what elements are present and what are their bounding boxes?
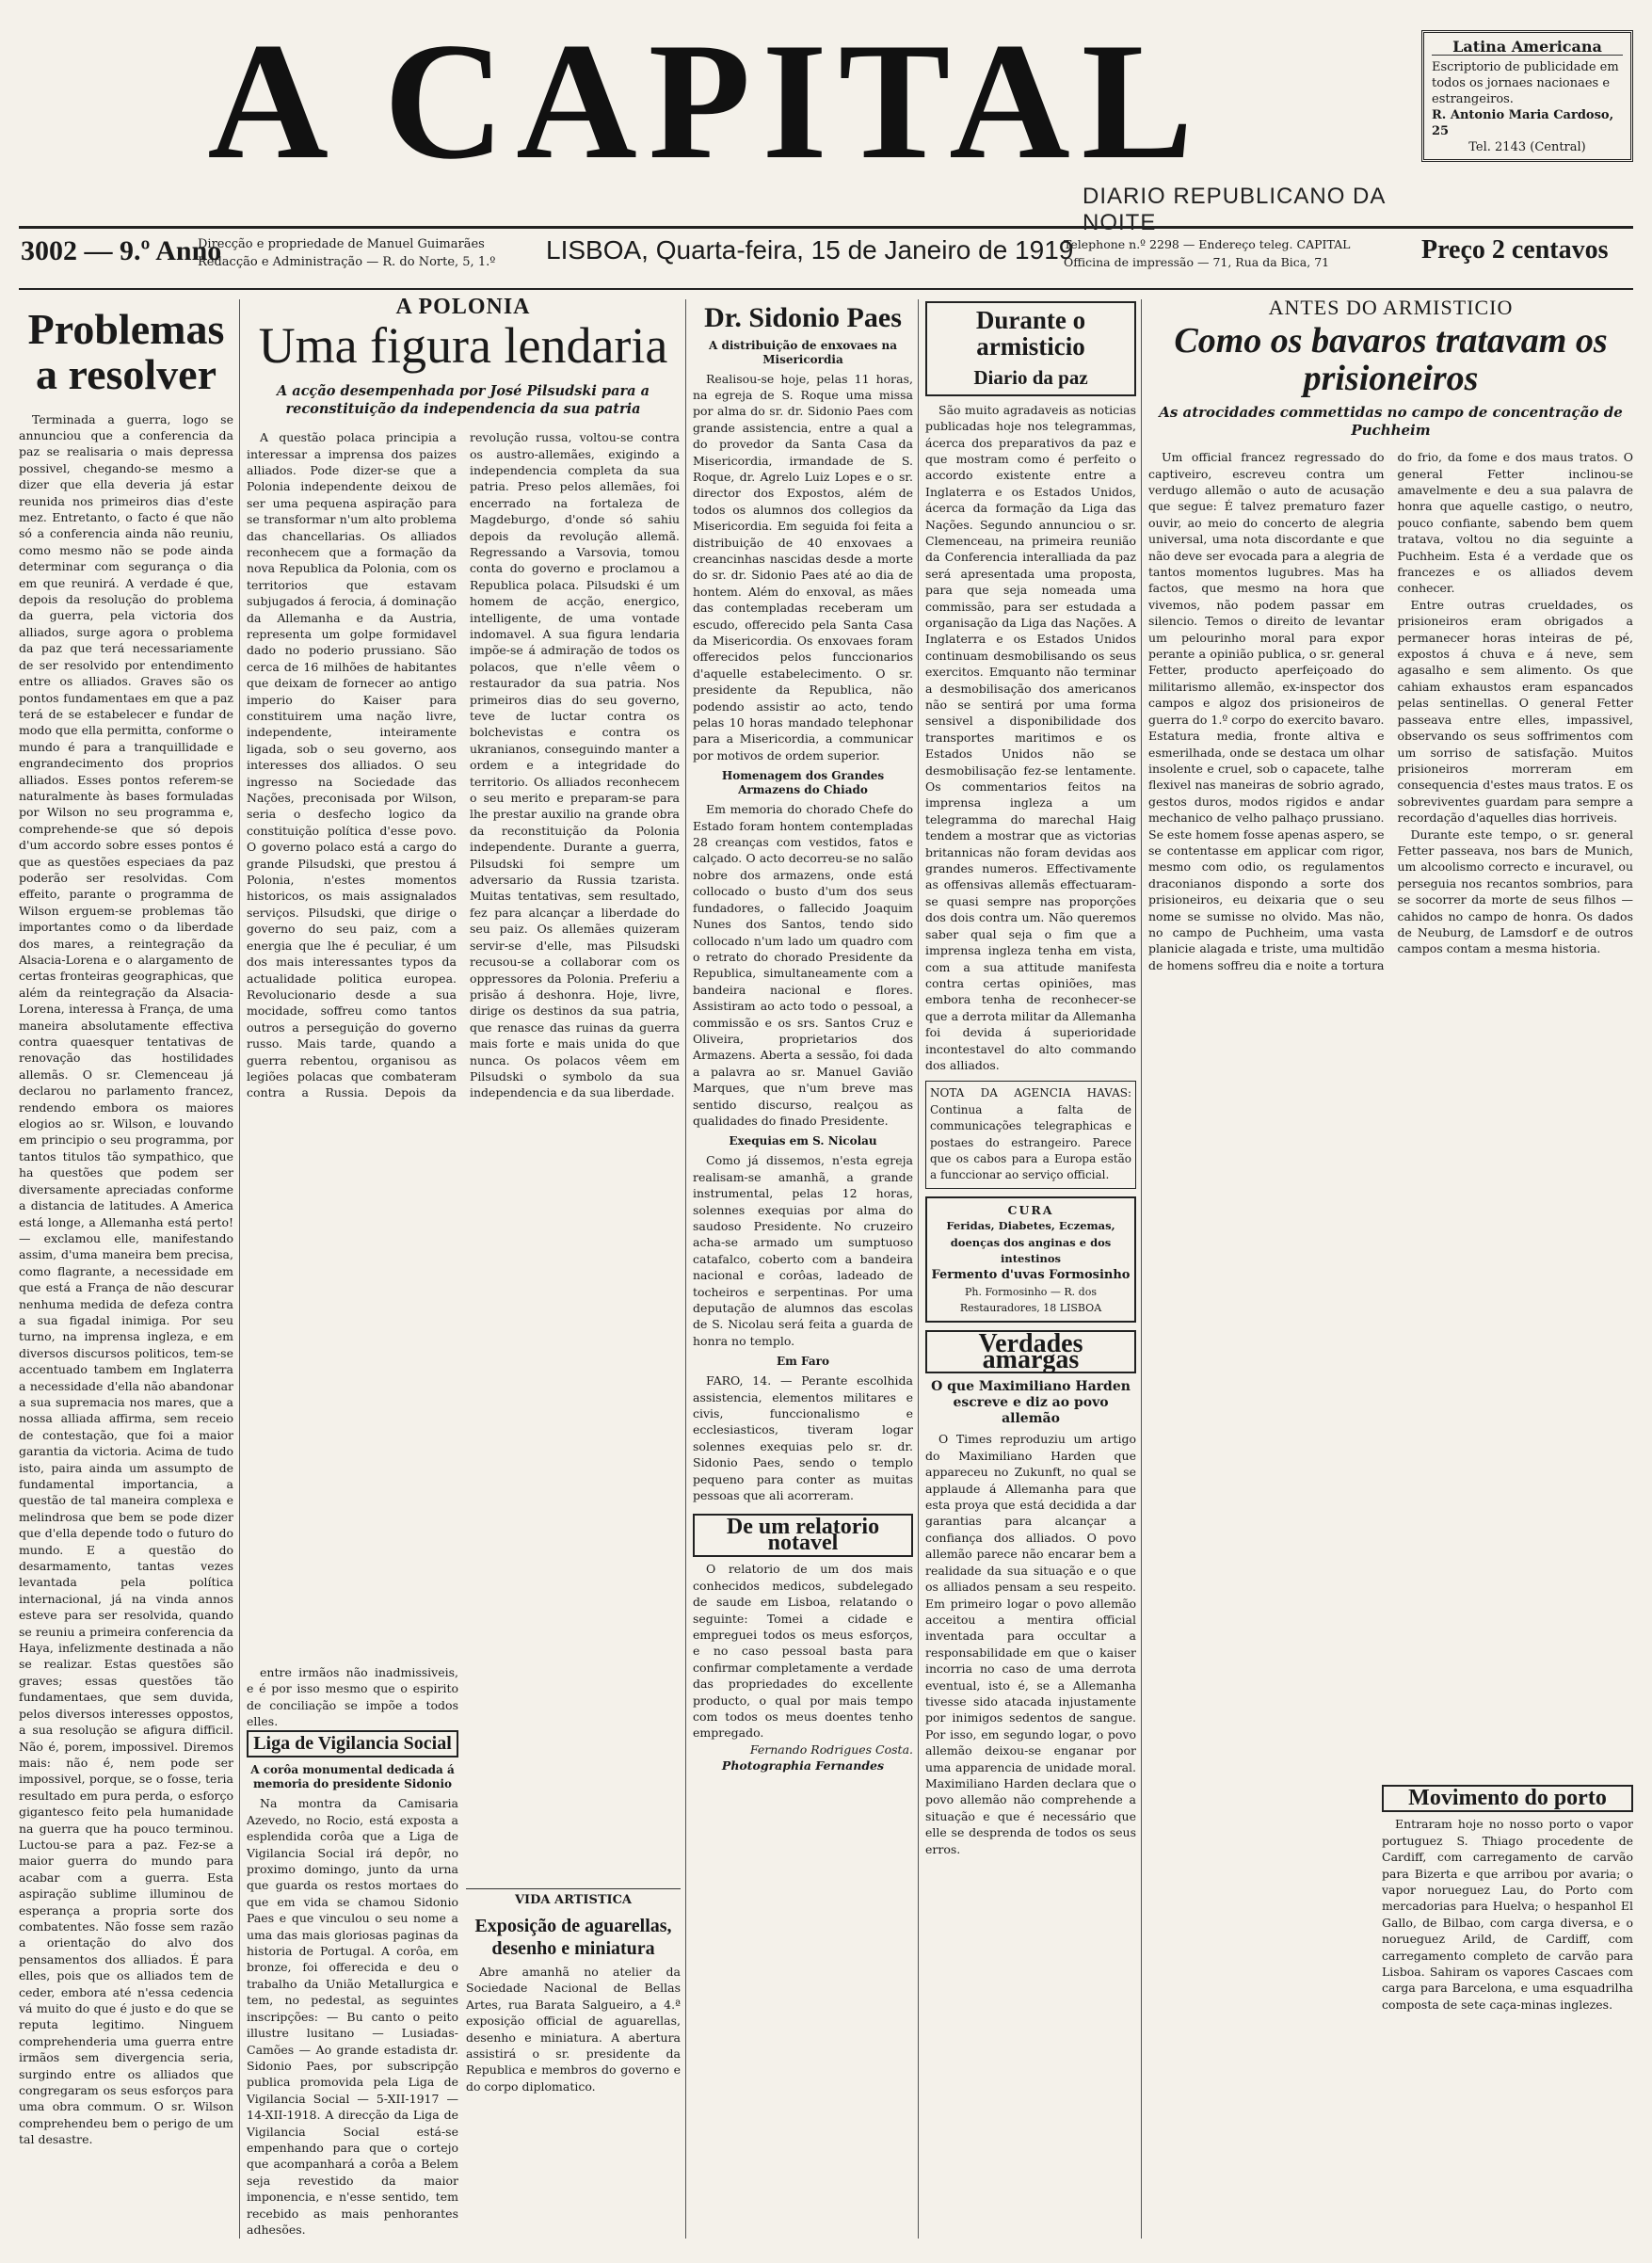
article-body: São muito agradaveis as noticias publicadas hoje nos telegrammas, ácerca dos preparativos da paz e que mostram como é perfeito o accordo existente entre a Inglaterra e os Estados Unidos, ácerca da formação da Liga das Nações. Segundo annunciou o sr. Clemenceau, na primeira reunião da Conferencia interalliada da paz será apresentada uma proposta, para que seja nomeada uma commissão, para ser estudada a organisação da Liga das Nações. A Inglaterra e os Estados Unidos continuam desmobilisando os seus exercitos. Emquanto não terminar a desmobilisação dos americanos não se sentirá por uma forma sensivel a disponibilidade dos transportes maritimos e os Estados Unidos não se desmobilisação fez-se lentamente. Os commentarios feitos na imprensa ingleza a um telegramma do marechal Haig tendem a mostrar que as victorias britannicas não foram devidas aos grandes numeros. Effectivamente as offensivas allemãs effectuaram-se quasi sempre nas proporções dos dois contra um. Não queremos saber qual seja o fim que a imprensa ingleza tenha em vista, com a sua attitude manifesta contra certas opiniões, mas embora tenha de reconhecer-se que a derrota militar da Allemanha foi devida á superioridade incontestavel do alto commando dos alliados. [925,402,1136,1072]
article-liga [247,1730,458,2239]
subhead-homenagem: Homenagem dos Grandes Armazens do Chiado [721,769,885,797]
article-movimento-porto [1382,1785,1633,2237]
printing-line: Officina de impressão — 71, Rua da Bica, 71 [1064,255,1330,269]
direction-line: Direcção e propriedade de Manuel Guimarães [198,237,485,251]
newspaper-subtitle: DIARIO REPUBLICANO DA NOITE [1083,184,1386,235]
masthead-rule-bottom [19,288,1633,290]
cura-address: Ph. Formosinho — R. dos Restauradores, 18 LISBOA [959,1285,1102,1315]
kicker-polonia: A POLONIA [395,295,531,319]
article-body: Terminada a guerra, logo se annunciou que a conferencia da paz se realisaria o mais depressa possivel, chegando-se mesmo a dizer que ella deveria já estar reunida nos primeiros dias d'este mez. Entretanto, o facto é que não só a conferencia ainda não reuniu, como mesmo não se pode ainda determinar com segurança o dia em que reunirá. A verdade é que, depois da resolução do problema da guerra, pela victoria dos alliados, surge agora o problema da paz que terá necessariamente de ser resolvido por entendimento entre os alliados. Graves são os pontos fundamentaes em que a paz terá de se estabelecer e fundar de modo que ella permitta, conforme o mundo é para a tranquillidade e engrandecimento dos proprios alliados. Esses pontos referem-se naturalmente às bases formuladas por Wilson no seu programma e, comprehende-se que só depois d'um accordo sobre esses pontos é que as questões especiaes da paz poderão ser resolvidas. Com effeito, parante o programma de Wilson erguem-se problemas tão importantes como o da liberdade dos mares, a reintegração da Alsacia-Lorena e o alargamento de certas fronteiras geographicas, que além da reintegração da Alsacia-Lorena, interessa à França, de uma maneira absolutamente effectiva contra quaesquer tentativas de renovação das hostilidades allemãs. O sr. Clemenceau já declarou no parlamento francez, rendendo embora os maiores elogios ao sr. Wilson, e louvando em principio o seu programma, por tantos titulos tão sympathico, que ha questões que podem ser diversamente apreciadas conforme a distancia de latitudes. A America está longe, a Allemanha está perto! — exclamou elle, manifestando assim, d'uma maneira bem precisa, como flagrante, a necessidade em que está a França de não descurar nenhuma medida de defeza contra a sua figadal inimiga. Por seu turno, na imprensa ingleza, e em diversos discursos politicos, tem-se accentuado tambem em Inglaterra a necessidade d'ella não abandonar a sua supremacia nos mares, que a nossa alliada affirma, sem receio de contestação, que foi a maior garantia da victoria. Acima de tudo isto, paira ainda um assumpto de fundamental importancia, a questão de tal maneira complexa e melindrosa que bem se pode dizer que d'ella depende todo o futuro do mundo. E a questão do desarmamento, tantas vezes levantada pela política internacional, já na vinda annos esteve para ser resolvida, quando se reuniu a primeira conferencia da Haya, infelizmente destinada a não se realizar. Estas questões são graves; essas questões tão fundamentaes, que sem duvida, pelos diversos interesses oppostos, a sua resolução se afigura difficil. Não é, porem, impossivel. Diremos mais: não é, nem pode ser impossivel, porque, se o fosse, teria resultado em pura perda, o esforço gigantesco feito pela humanidade na guerra que ha pouco terminou. Luctou-se para a paz. Fez-se a maior guerra do mundo para acabar com a guerra. Esta aspiração sublime illuminou de esperança a propria sorte dos combatentes. Não fosse sem razão a orientação do alvo dos pensamentos dos alliados. É para elles, pois que os alliados tem de ceder, embora até n'essa cedencia vá muito do que é justo e do que se reputa legitimo. Ninguem comprehenderia uma guerra entre irmãos sem divergencia seria, surgindo entre os alliados que congregaram os seus esforços para uma obra commum. O sr. Wilson comprehendeu bem o perigo de um tal desastre. [19,411,233,2147]
article-body: Entraram hoje no nosso porto o vapor portuguez S. Thiago procedente de Cardiff, com carregamento de carvão para Bizerta e que arribou por avaria; o vapor norueguez Lau, do Porto com mercadorias para Huelva; o hespanhol El Gallo, de Bilbao, com carga diversa, e o norueguez Arild, de Cardiff, com carregamento completo de carvão para Lisboa. Sahiram os vapores Cascaes com carga para Barcelona, e uma esquadrilha composta de sete caça-minas inglezes. [1382,1817,1633,2012]
headline-vida: Exposição de aguarellas, desenho e miniatura [474,1916,672,1959]
article-body: Como já dissemos, n'esta egreja realisam-se amanhã, a grande instrumental, pelas 12 horas, solennes exequias por alma do saudoso Presidente. No cruzeiro acha-se armado um sumptuoso catafalco, coberto com a bandeira nacional e corôas, ladeado de tocheiros e serpentinas. Por uma deputação de alumnos das escolas de S. Nicolau será feita a guarda de honra no templo. [693,1153,913,1348]
subhead-diario-paz: Diario da paz [973,365,1088,389]
ad-title: Latina Americana [1432,39,1623,56]
telephone-line: Telephone n.º 2298 — Endereço teleg. CAPITAL [1064,237,1351,251]
cura-brand: Fermento d'uvas Formosinho [931,1268,1131,1283]
subhead-faro: Em Faro [777,1355,829,1369]
column-divider [685,299,686,2239]
column-divider [239,299,240,2239]
signature: Fernando Rodrigues Costa. [749,1741,913,1757]
deck-bavaros: As atrocidades commettidas no campo de concentração de Puchheim [1159,404,1623,440]
article-body: FARO, 14. — Perante escolhida assistencia, elementos militares e civis, funccionalismo e ecclesiasticos, tiveram logar solennes exequias pelo sr. dr. Sidonio Paes, sendo o templo pequeno para conter as muitas pessoas que ali acorreram. [693,1373,913,1503]
kicker-vida: VIDA ARTISTICA [466,1888,681,1907]
armisticio-header-box [925,301,1136,396]
article-problemas [19,299,233,2239]
subhead-exequias: Exequias em S. Nicolau [729,1134,877,1148]
article-sidonio [693,299,913,2239]
newspaper-title: A CAPITAL [207,8,1205,194]
article-body: Abre amanhã no atelier da Sociedade Nacional de Bellas Artes, rua Barata Salgueiro, a 4.ª exposição official de aguarellas, desenho e miniatura. A abertura assistirá o sr. presidente da Republica e membros do governo e do corpo diplomatico. [466,1965,681,2094]
article-vida-artistica [466,1883,681,2240]
article-body-columns [247,429,680,1101]
cura-title: CURA [1007,1202,1054,1217]
article-body: Na montra da Camisaria Azevedo, no Rocio, está exposta a esplendida corôa que a Liga de Vigilancia Social irá depôr, no proximo domingo, junto da urna que guarda os restos mortaes do que em vida se chamou Sidonio Paes e que vinculou o seu nome a uma das mais gloriosas paginas da historia de Portugal. A corôa, em bronze, foi offerecida e deu o trabalho da União Metallurgica e tem, no pedestal, as seguintes inscripções: — Bu canto o peito illustre lusitano — Lusiadas-Camões — Ao grande estadista dr. Sidonio Paes, por subscripção publica promovida pela Liga de Vigilancia Social — 5-XII-1917 — 14-XII-1918. A direcção da Liga de Vigilancia Social está-se empenhando para que o cortejo que acompanhará a corôa a Belem seja revestido da maior imponencia, e n'esse sentido, tem recebido as mais penhorantes adhesões. [247,1796,458,2237]
deck-polonia: A acção desempenhada por José Pilsudski para a reconstituição da independencia da sua patria [277,383,650,418]
advertising-agency-box [1421,30,1633,162]
redaction-line: Redacção e Administração — R. do Norte, 5, 1.º [198,255,496,269]
headline-relatorio: De um relatorio notavel [693,1514,913,1558]
article-body: entre irmãos não inadmissiveis, e é por isso mesmo que o espirito de conciliação se impõe a todos elles. [247,1665,458,1729]
headline-problemas: Problemas a resolver [27,305,225,399]
article-body: Um official francez regressado do captiveiro, escreveu contra um verdugo allemão o auto de acusação que segue: É talvez prematuro fazer ouvir, ao meio do concerto de alegria universal, uma nota discordante e que não deve ser evocada para a alegria de tantos momentos lugubres. Mas ha factos, que mesmo na hora que vivemos, não podem passar em silencio. Temos o direito de levantar um pelourinho moral para expor perante a opinião publica, o sr. general Fetter, producto aperfeiçoado do militarismo allemão, ex-inspector dos campos e algoz dos prisioneiros de guerra do 1.º corpo do exercito bavaro. Estatura media, fronte altiva e esmerilhada, onde se destaca um olhar insolente e cruel, sob o capacete, talhe flexivel nas maneiras de sobrio agrado, gestos duros, modos rigidos e andar mechanico de velho palhaço prussiano. Se este homem fosse apenas aspero, se se contentasse em applicar com rigor, mesmo com odio, os regulamentos draconianos dispondo a sorte dos prisioneiros, eu deixaria que o seu nome se sumisse no olvido. Mas não, no campo de Puchheim, uma vasta planicie alagada e triste, uma multidão de homens soffreu dia e noite a tortura do frio, da fome e dos maus tratos. O general Fetter inclinou-se amavelmente e deu a sua palavra de honra que aquelle castigo, o neutro, pouco confiante, sabendo bem quem tratava, voltou no dia seguinte a Puchheim. Esta é a verdade que os francezes e os alliados devem conhecer. [1148,450,1633,972]
cura-advertisement [925,1196,1136,1323]
article-body: O Times reproduziu um artigo do Maximiliano Harden que appareceu no Zukunft, no qual se applaude á Allemanha para que esta proya que está decidida a dar garantias para alcançar a confiança dos alliados. O povo allemão parece não encarar bem a realidade da sua situação e o que os alliados pensam a seu respeito. Em primeiro logar o povo allemão acceitou a mentira official inventada para occultar a responsabilidade em que o kaiser incorria no caso de uma derrota eventual, isto é, se a Allemanha tivesse sido atacada injustamente por inimigos sedentos de sangue. Por isso, em segundo logar, o povo allemão deixou-se enganar por uma apparencia de unidade moral. Maximiliano Harden declara que o povo allemão não comprehende a situação e que é necessário que elle se desprenda de todos os seus erros. [925,1432,1136,1856]
article-body-columns [1148,449,1633,973]
kicker-armisticio: ANTES DO ARMISTICIO [1268,296,1514,319]
ad-phone: Tel. 2143 (Central) [1468,140,1586,154]
ad-text: Escriptorio de publicidade em todos os jornaes nacionaes e estrangeiros. [1432,60,1619,106]
headline-verdades: Verdades amargas [925,1330,1136,1374]
column-divider [918,299,919,2239]
issue-number: 3002 — 9.º Anno [21,235,222,266]
cura-text: Feridas, Diabetes, Eczemas, doenças dos anginas e dos intestinos [946,1219,1115,1265]
article-body: A questão polaca principia a interessar a imprensa dos paizes alliados. Pode dizer-se que a Polonia independente deixou de ser uma pequena aspiração para se transformar n'um alto problema das chancellarias. Os alliados reconhecem que a formação da nova Republica da Polonia, com os territorios que estavam subjugados á ferocia, á dominação da Allemanha e da Austria, representa um golpe formidavel dado no poderio prussiano. São cerca de 16 milhões de habitantes que deixam de fornecer ao antigo imperio do Kaiser para constituirem uma nação livre, independente, inteiramente ligada, sob o seu governo, aos interesses dos alliados. O seu ingresso na Sociedade das Nações, preconisada por Wilson, seria o desfecho logico da constituição política d'esse povo. O governo polaco está a cargo do grande Pilsudski, que prestou á Polonia, n'estes momentos historicos, os mais assignalados serviços. Pilsudski, que dirige o governo do seu paiz, com a energia que lhe é peculiar, é um dos mais interessantes typos da actualidade politica europea. Revolucionario desde a sua mocidade, soffreu como tantos outros a perseguição do governo russo. Mais tarde, quando a guerra rebentou, organisou as legiões polacas que combateram contra a Russia. Depois da revolução russa, voltou-se contra os austro-allemães, exigindo a independencia completa da sua patria. Preso pelos allemães, foi encerrado na fortaleza de Magdeburgo, d'onde só sahiu depois da revolução allemã. Regressando a Varsovia, tomou conta do governo e proclamou a Republica polaca. Pilsudski é um homem de acção, energico, intelligente, de uma vontade indomavel. A sua figura lendaria impõe-se á admiração de todos os polacos, que n'elle vêem o restaurador da sua patria. Nos primeiros dias do seu governo, teve de luctar contra os bolchevistas e contra os ukranianos, conseguindo manter a ordem e a integridade do territorio. Os alliados reconhecem o seu merito e preparam-se para lhe prestar auxilio na grande obra da reconstituição da Polonia independente. Durante a guerra, Pilsudski foi sempre um adversario da Russia tzarista. Muitas tentativas, sem resultado, fez para alcançar a liberdade do seu paiz. Os allemães quizeram servir-se d'elle, mas Pilsudski recusou-se a collaborar com os oppressores da Polonia. Preferiu a prisão á deshonra. Hoje, livre, dirige os destinos da sua patria, que renasce das ruinas da guerra mais forte e mais unida do que nunca. Os polacos vêem em Pilsudski o symbolo da sua independencia e da sua liberdade. [247,430,680,1100]
contact-info [1064,235,1350,271]
headline-liga: Liga de Vigilancia Social [247,1730,458,1757]
deck-verdades: O que Maximiliano Harden escreve e diz ao povo allemão [931,1379,1131,1427]
headline-sidonio: Dr. Sidonio Paes [704,302,902,333]
headline-figura-lendaria: Uma figura lendaria [258,317,668,375]
headline-bavaros: Como os bavaros tratavam os prisioneiros [1174,321,1608,399]
price: Preço 2 centavos [1421,235,1609,265]
article-polonia-end [247,1664,458,1729]
article-armisticio [925,299,1136,2239]
article-body: Em memoria do chorado Chefe do Estado foram hontem contempladas 28 creanças com vestidos, fatos e calçado. O acto decorreu-se no salão nobre dos armazens, onde está collocado o busto d'um dos seus fundadores, o fallecido Joaquim Nunes dos Santos, tendo sido collocado n'um lado um quadro com o retrato do chorado Presidente da Republica, simultaneamente com a bandeira nacional e flores. Assistiram ao acto todo o pessoal, a commissão e os srs. Santos Cruz e Oliveira, proprietarios dos Armazens. Aberta a sessão, foi dada a palavra ao sr. Manuel Gavião Marques, que n'um breve mas sentido discurso, realçou as qualidades do finado Presidente. [693,802,913,1128]
subhead-enxovaes: A distribuição de enxovaes na Misericordia [708,338,898,366]
article-body: O relatorio de um dos mais conhecidos medicos, subdelegado de saude em Lisboa, relatando o seguinte: Tomei a cidade e empreguei todos os meus esforços, e no caso pessoal basta para confirmar completamente a verdade das propriedades do excellente producto, o qual por mais tempo com todos os meus doentes tenho empregado. [693,1562,913,1741]
photo-credit: Photographia Fernandes [721,1758,885,1773]
place-date: LISBOA, Quarta-feira, 15 de Janeiro de 1919 [546,235,1074,265]
column-divider [1141,299,1142,2239]
article-body: Realisou-se hoje, pelas 11 horas, na egreja de S. Roque uma missa por alma do sr. dr. Sidonio Paes com grande assistencia, entre a qual a do provedor da Santa Casa da Misericordia, irmandade de S. Roque, dr. Agrelo Luiz Lopes e o sr. director dos Expostos, além de todos os alumnos dos collegios da Misericordia. Em seguida foi feita a distribuição de 40 enxovaes a creancinhas nascidas desde a morte do sr. dr. Sidonio Paes até ao dia de hontem. Além do enxoval, as mães das contempladas receberam um escudo, offerecido pela Santa Casa da Misericordia. Os enxovaes foram offerecidos pelos funccionarios d'aquelle estabelecimento. O sr. presidente da Republica, não podendo assistir ao acto, tendo pelas 10 horas mandado telephonar para a Misericordia, a communicar por motivos de ordem superior. [693,371,913,762]
headline-movimento: Movimento do porto [1382,1785,1633,1812]
agency-note-box: NOTA DA AGENCIA HAVAS: Continua a falta de communicações telegraphicas e postaes do estrangeiro. Parece que os cabos para a Europa estão a funccionar ao serviço official. [925,1081,1136,1188]
masthead-rule-top [19,226,1633,229]
article-body: Entre outras crueldades, os prisioneiros eram obrigados a permanecer horas inteiras de pé, expostos á chuva e á neve, sem agasalho e sem alimento. Os que cahiam exhaustos eram espancados pelas sentinellas. O general Fetter passeava entre elles, impassivel, observando os seus soffrimentos com um sorriso de satisfação. Muitos prisioneiros morreram em consequencia d'estes maus tratos. E os sobreviventes guardam para sempre a recordação d'aquelles dias horriveis. [1397,597,1633,826]
article-body: Durante este tempo, o sr. general Fetter passeava, nos bars de Munich, um alcoolismo correcto e incuravel, ou perseguia nos recantos sombrios, para se socorrer da morte de seus filhos — cahidos no campo de honra. Os dados de Neuburg, de Lamsdorf e de outros campos contam a mesma historia. [1397,827,1633,956]
article-polonia [247,295,680,1655]
headline-armisticio: Durante o armisticio [975,306,1086,361]
publisher-info [198,235,495,271]
ad-address: R. Antonio Maria Cardoso, 25 [1432,108,1614,138]
deck-liga: A corôa monumental dedicada á memoria do presidente Sidonio [250,1763,455,1791]
